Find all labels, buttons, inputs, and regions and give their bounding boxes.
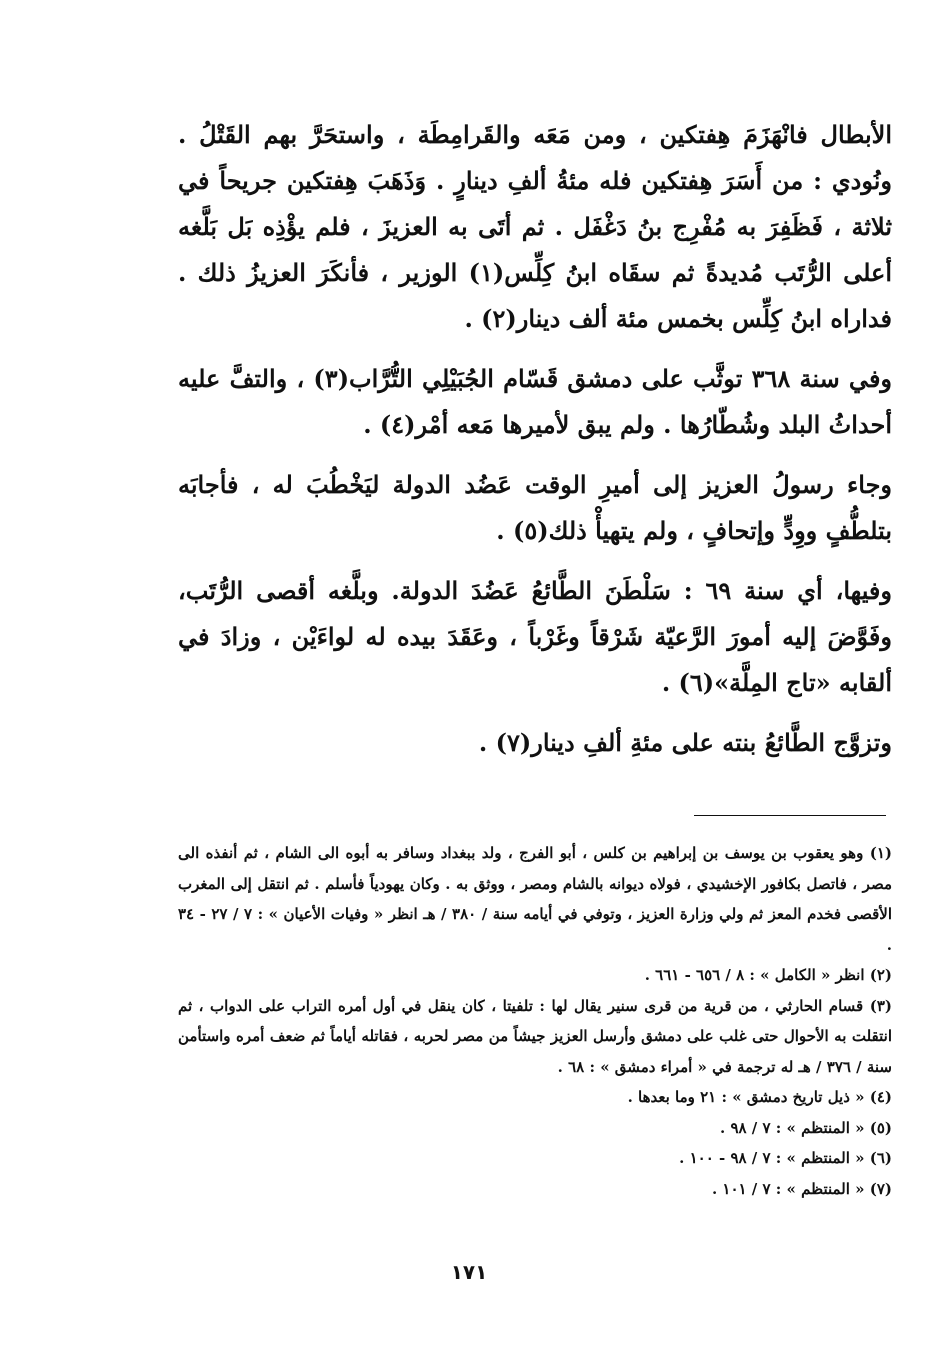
footnote: (٦) « المنتظم » : ٧ / ٩٨ - ١٠٠ . bbox=[679, 1149, 892, 1167]
main-paragraph: وفيها، أي سنة ٦٩ : سَلْطَنَ الطَّائعُ عَضُدَ الدولة. وبلَّغه أقصى الرُّتَب، وفَوَّضَ إليه أمورَ الرَّعيّة شَرْقاً وغَرْباً ، وعَقَدَ بيده له لواءَيْن ، وزادَ في ألقابه «تاج المِلَّة»(٦) . bbox=[178, 576, 892, 697]
footnote: (٢) انظر « الكامل » : ٨ / ٦٥٦ - ٦٦١ . bbox=[644, 966, 892, 984]
footnote: (٧) « المنتظم » : ٧ / ١٠١ . bbox=[711, 1179, 892, 1198]
main-paragraph: وفي سنة ٣٦٨ توثَّب على دمشق قَسّام الجُبَيْلِي التُّرَّاب(٣) ، والتفَّ عليه أحداثُ البلد وشُطّارُها . ولم يبق لأميرها مَعه أمْر(٤) . bbox=[178, 364, 893, 439]
page-number: ١٧١ bbox=[450, 1260, 488, 1284]
main-paragraph: وتزوَّج الطَّائعُ بنته على مئةِ ألفِ دينار(٧) . bbox=[478, 728, 892, 757]
main-paragraph: الأبطال فانْهَزَمَ هِفتكين ، ومن مَعَه والقَرامِطَة ، واستحَرَّ بهم القَتْلُ . ونُودي : من أَسَرَ هِفتكين فله مئةُ ألفِ دينارٍ . وَذَهَبَ هِفتكين جريحاً في ثلاثة ، فَظَفِرَ به مُفْرِج بنُ دَغْفَل . ثم أتَى به العزيزَ ، فلم يؤْذِه بَل بَلَّغه أعلى الرُّتَب مُديدةً ثم سقَاه ابنُ كِلِّس(١) الوزير ، فأنكَرَ العزيزُ ذلك . فداراه ابنُ كِلِّس بخمس مئة ألف دينار(٢) . bbox=[178, 120, 893, 333]
footnote: (٤) « ذيل تاريخ دمشق » : ٢١ وما بعدها . bbox=[627, 1088, 892, 1106]
footnote: (٥) « المنتظم » : ٧ / ٩٨ . bbox=[720, 1118, 892, 1137]
main-paragraph: وجاء رسولُ العزيز إلى أميرِ الوقت عَضُد الدولة ليَخْطُبَ له ، فأجابَه بتلطُّفٍ ووِدٍّ وإتحافٍ ، ولم يتهيأْ ذلك(٥) . bbox=[178, 470, 892, 545]
footnote: (٣) قسام الحارثي ، من قرية من قرى سنير يقال لها : تلفيتا ، كان ينقل في أول أمره التراب على الدواب ، ثم انتقلت به الأحوال حتى غلب على دمشق وأرسل العزيز جيشاً من مصر لحربه ، فقاتله أياماً ثم ضعف أمره واستأمن سنة / ٣٧٦ / هـ له ترجمة في « أمراء دمشق » : ٦٨ . bbox=[178, 996, 892, 1076]
footnote-divider bbox=[694, 815, 886, 816]
main-text-block bbox=[178, 112, 892, 780]
footnotes-block bbox=[178, 838, 892, 1204]
footnote: (١) وهو يعقوب بن يوسف بن إبراهيم بن كلس ، أبو الفرج ، ولد ببغداد وسافر به أبوه الى الشام ، ثم أنفذه الى مصر ، فاتصل بكافور الإخشيدي ، فولاه ديوانه بالشام ومصر ، ووثق به . وكان يهودياً فأسلم . ثم انتقل إلى المغرب الأقصى فخدم المعز ثم ولي وزارة العزيز ، وتوفي في أيامه سنة / ٣٨٠ / هـ انظر « وفيات الأعيان » : ٧ / ٢٧ - ٣٤ . bbox=[178, 844, 893, 954]
